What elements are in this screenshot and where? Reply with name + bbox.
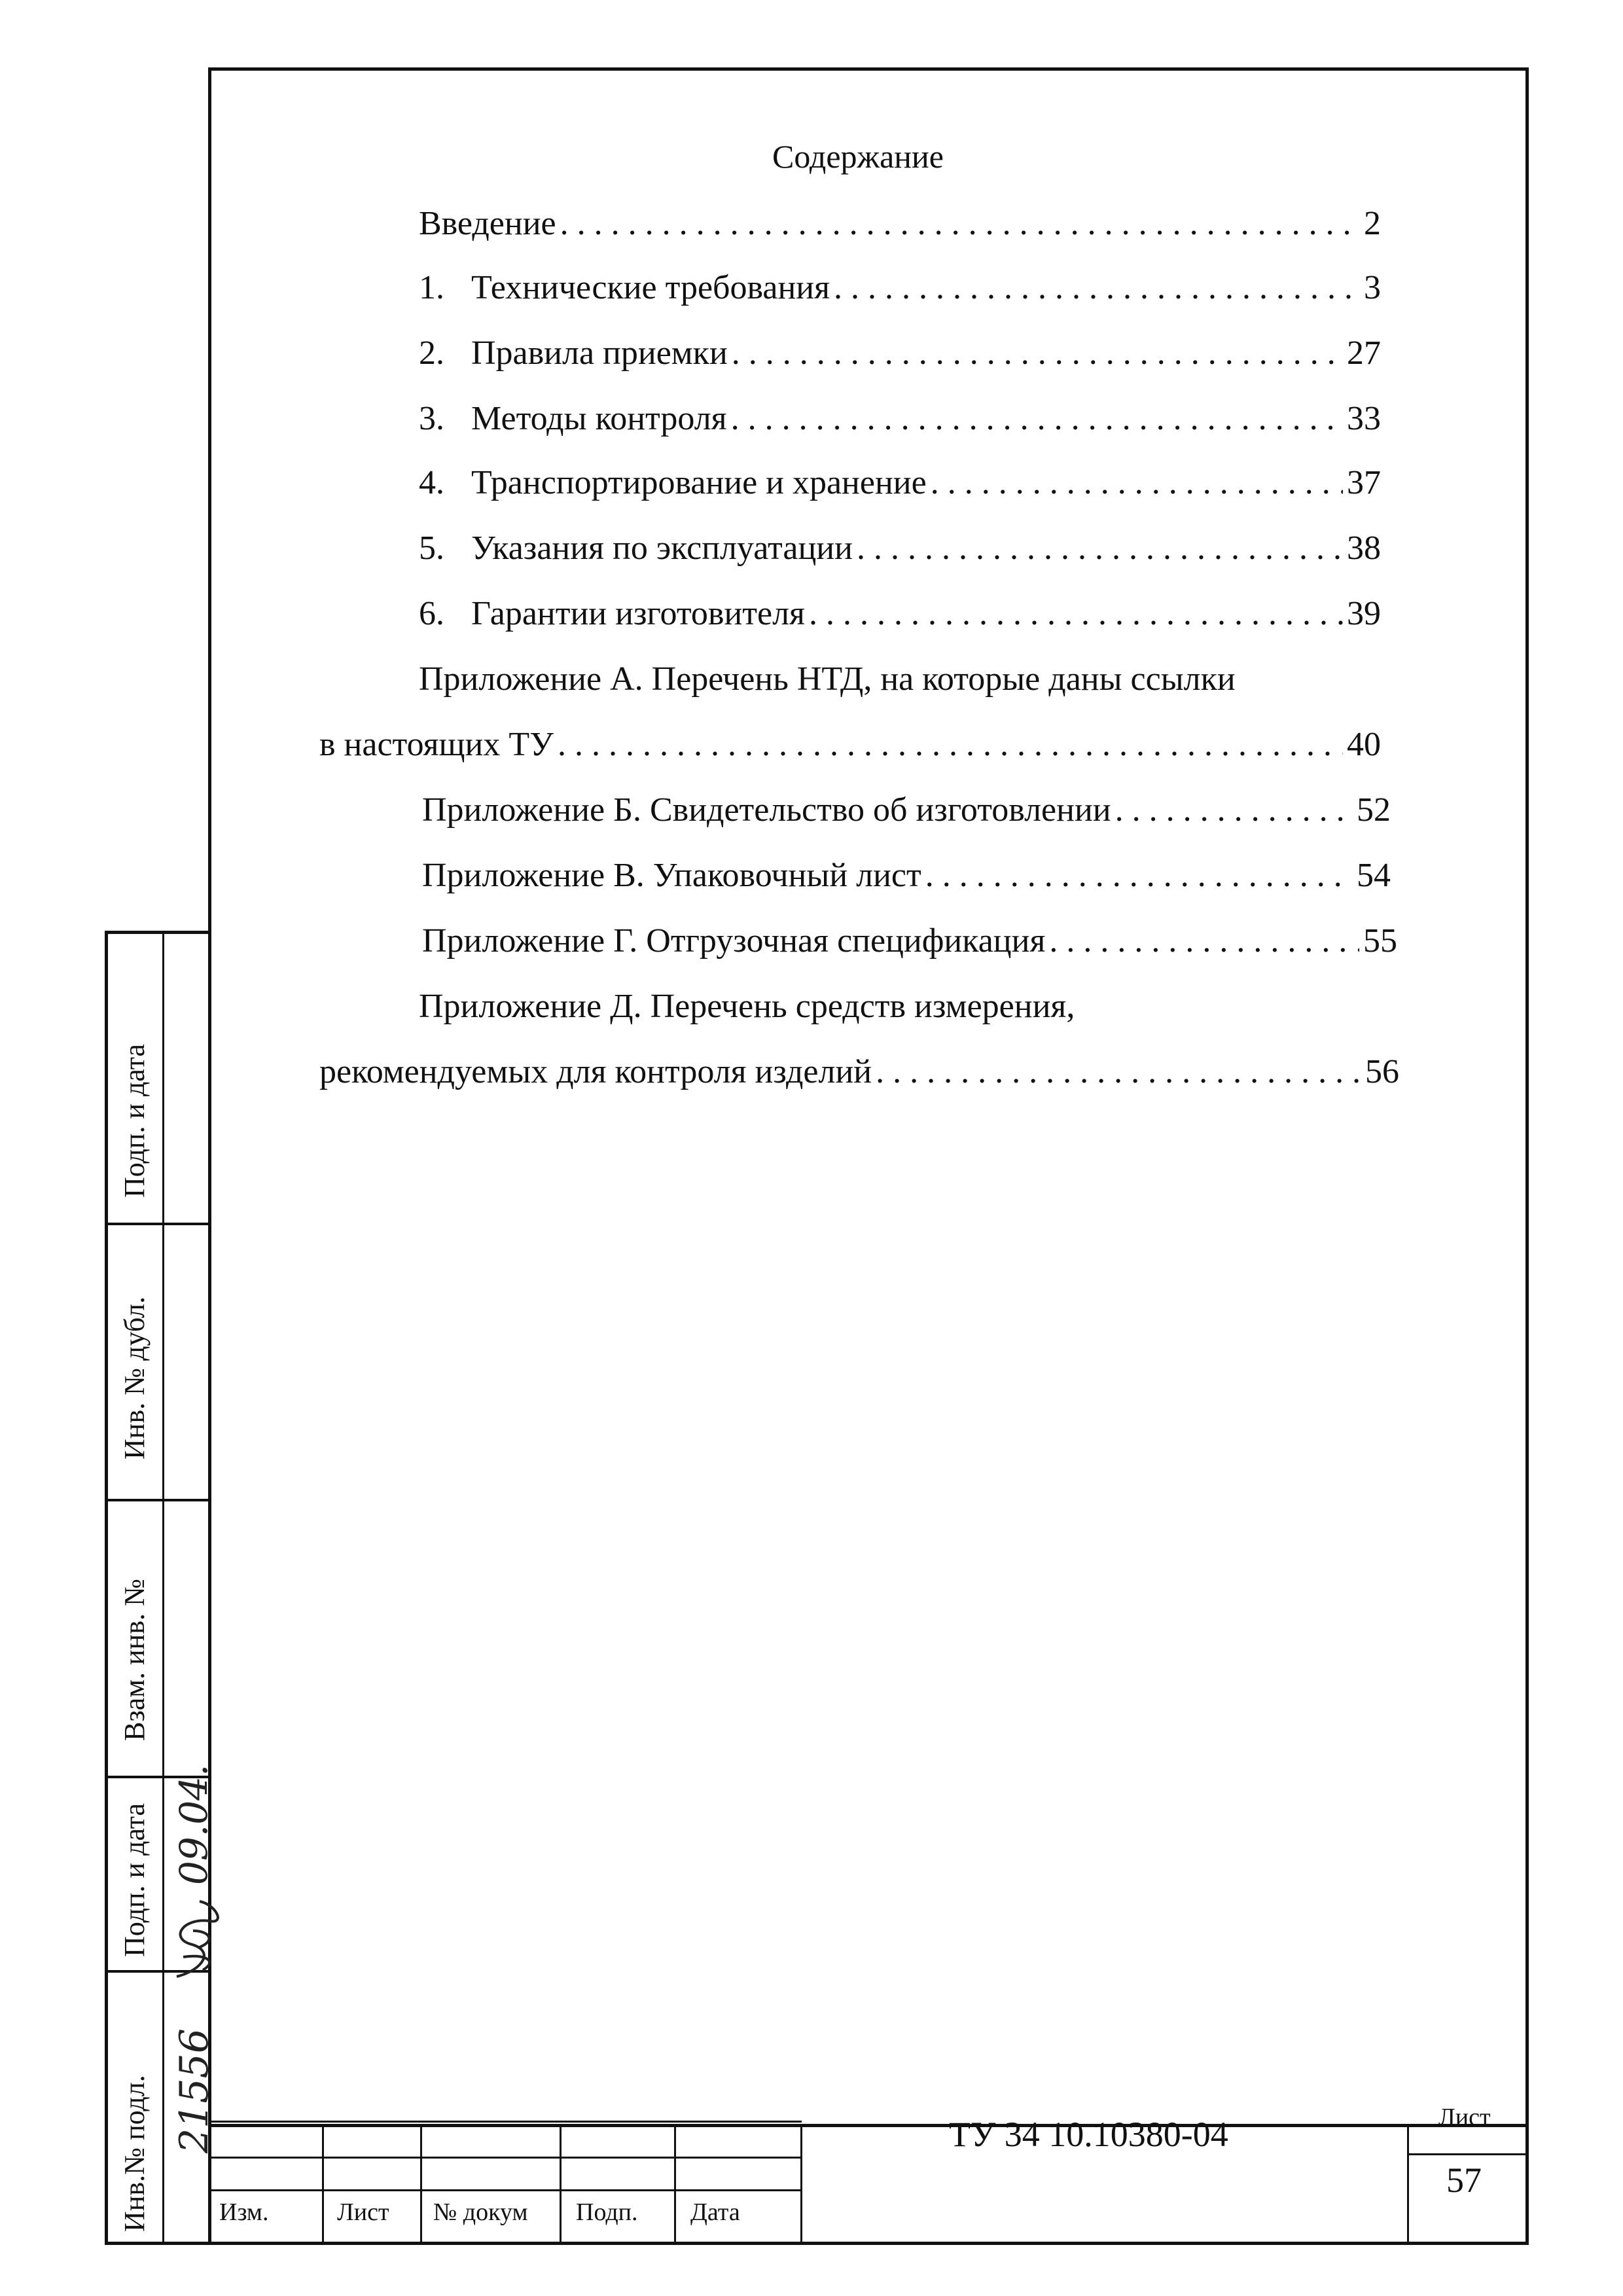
- toc-entry-page: 40: [1347, 726, 1381, 763]
- toc-entry-text: Гарантии изготовителя: [471, 595, 805, 632]
- toc-entry-number: 5.: [419, 529, 444, 567]
- vzam-inv-label: Взам. инв. №: [118, 1579, 151, 1741]
- toc-entry: [319, 725, 1381, 767]
- toc-entry: [419, 529, 1381, 571]
- dot-leader: [931, 463, 1343, 502]
- dot-leader: [1049, 922, 1359, 960]
- toc-entry-text: Транспортирование и хранение: [471, 464, 927, 501]
- appendix-d-line2: рекомендуемых для контроля изделий: [319, 1053, 872, 1090]
- side-stamp-row-line: [105, 1223, 209, 1225]
- appendix-d-line1: Приложение Д. Перечень средств измерения,: [419, 988, 1075, 1025]
- toc-entry-page: 55: [1363, 922, 1397, 960]
- toc-entry-page: 3: [1364, 269, 1381, 306]
- toc-entry-page: 54: [1357, 857, 1391, 894]
- dot-leader: [809, 594, 1343, 633]
- toc-entry-text: Введение: [419, 205, 556, 242]
- toc-entry-page: 52: [1357, 791, 1391, 829]
- toc-entry-text: Приложение Б. Свидетельство об изготовлении: [422, 791, 1111, 829]
- podp-data-label: Подп. и дата: [118, 1803, 151, 1957]
- izm-label: Изм.: [219, 2198, 269, 2226]
- toc-entry-page: 37: [1347, 464, 1381, 501]
- toc-entry-number: 4.: [419, 464, 444, 501]
- toc-entry-text: Технические требования: [471, 269, 830, 306]
- document-code: ТУ 34 10.10380-04: [949, 2115, 1228, 2154]
- toc-entry-number: 2.: [419, 334, 444, 372]
- toc-entry: [419, 268, 1381, 310]
- title-block-line: [800, 2124, 802, 2244]
- dot-leader: [834, 268, 1360, 307]
- appendix-a-line2: в настоящих ТУ: [319, 726, 554, 763]
- toc-entry: [319, 1052, 1399, 1094]
- title-block-line: [674, 2124, 676, 2244]
- toc-entry-number: 3.: [419, 400, 444, 437]
- toc-entry: [422, 856, 1391, 898]
- dot-leader: [1115, 791, 1353, 829]
- dot-leader: [558, 725, 1343, 764]
- title-block-line: [209, 2121, 802, 2123]
- data-label: Дата: [690, 2198, 740, 2226]
- handwritten-inv-number: 21556: [171, 2028, 217, 2153]
- no-dokum-label: № докум: [433, 2198, 528, 2226]
- toc-entry-page: 2: [1364, 205, 1381, 242]
- toc-entry: [419, 204, 1381, 246]
- toc-entry-page: 56: [1365, 1053, 1399, 1090]
- sheet-number: 57: [1446, 2161, 1482, 2200]
- sheet-label: Лист: [1438, 2104, 1491, 2131]
- toc-entry-number: 6.: [419, 595, 444, 632]
- inv-dubl-label: Инв. № дубл.: [118, 1296, 151, 1460]
- appendix-a-line1: Приложение А. Перечень НТД, на которые даны ссылки: [419, 660, 1236, 698]
- dot-leader: [732, 334, 1343, 372]
- toc-entry-page: 39: [1347, 595, 1381, 632]
- dot-leader: [560, 204, 1360, 243]
- title-block-line: [560, 2124, 562, 2244]
- toc-entry-text: Указания по эксплуатации: [471, 529, 853, 567]
- podp-data-label: Подп. и дата: [118, 1043, 151, 1198]
- side-stamp-row-line: [105, 1499, 209, 1501]
- toc-entry: [422, 922, 1397, 963]
- toc-entry: [419, 594, 1381, 636]
- toc-entry-page: 38: [1347, 529, 1381, 567]
- toc-entry-text: Методы контроля: [471, 400, 727, 437]
- toc-entry-page: 33: [1347, 400, 1381, 437]
- title-block-line: [420, 2124, 422, 2244]
- toc-title: Содержание: [772, 138, 944, 175]
- page-frame: [208, 67, 1529, 2245]
- dot-leader: [857, 529, 1343, 567]
- inv-podl-label: Инв.№ подл.: [118, 2075, 151, 2232]
- dot-leader: [731, 399, 1343, 438]
- title-block-line: [209, 2157, 802, 2159]
- toc-entry-number: 1.: [419, 269, 444, 306]
- handwritten-date: 09.04.: [171, 1764, 216, 1885]
- toc-entry-page: 27: [1347, 334, 1381, 372]
- toc-entry: [419, 399, 1381, 441]
- podp-label: Подп.: [576, 2198, 638, 2226]
- toc-entry-text: Правила приемки: [471, 334, 728, 372]
- toc-entry: [419, 334, 1381, 376]
- toc-entry-text: Приложение Г. Отгрузочная спецификация: [422, 922, 1046, 960]
- list-label: Лист: [337, 2198, 389, 2226]
- title-block-line: [209, 2189, 802, 2191]
- dot-leader: [876, 1052, 1361, 1091]
- title-block-line: [1407, 2124, 1409, 2244]
- title-block-line: [322, 2124, 324, 2244]
- toc-entry: [419, 463, 1381, 505]
- dot-leader: [925, 856, 1353, 895]
- title-block-line: [1407, 2153, 1528, 2155]
- toc-entry: [422, 791, 1391, 833]
- title-block-top-border: [209, 2124, 1528, 2127]
- side-stamp-divider: [162, 931, 164, 2245]
- signature-icon: [164, 1892, 236, 1990]
- toc-entry-text: Приложение В. Упаковочный лист: [422, 857, 921, 894]
